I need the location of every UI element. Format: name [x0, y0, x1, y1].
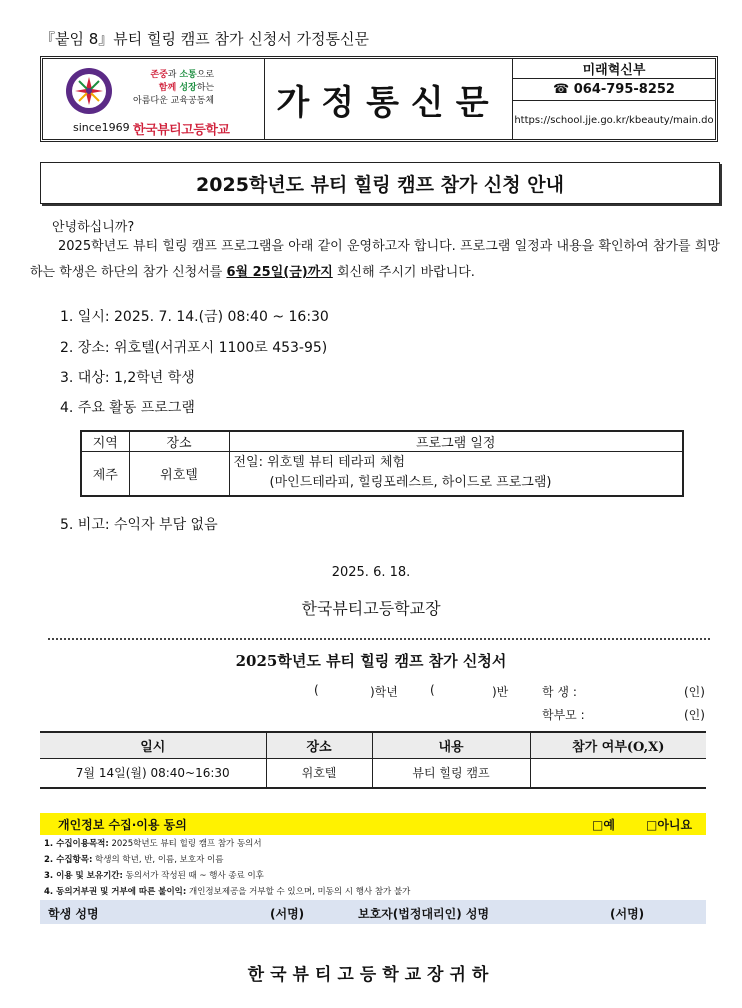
list-item: 1. 수집이용목적: 2025학년도 뷰티 힐링 캠프 참가 동의서 [44, 839, 262, 849]
list-item-program: 4. 주요 활동 프로그램 [60, 400, 195, 416]
student-label[interactable]: 학 생 : [542, 685, 577, 699]
newsletter-title-cell [265, 59, 513, 139]
newsletter-header [40, 56, 718, 142]
contact-block [513, 59, 715, 139]
app-cell-date: 7월 14일(월) 08:40~16:30 [40, 758, 266, 788]
list-item-date: 1. 일시: 2025. 7. 14.(금) 08:40 ~ 16:30 [60, 309, 329, 325]
app-cell-content: 뷰티 힐링 캠프 [372, 758, 530, 788]
deadline-text: 6월 25일(금)까지 [226, 265, 333, 280]
app-header-content: 내용 [372, 732, 530, 758]
table-row [40, 758, 706, 788]
school-url-link[interactable]: https://school.jje.go.kr/kbeauty/main.do [514, 114, 714, 126]
list-item-remarks: 5. 비고: 수익자 부담 없음 [60, 517, 218, 533]
participation-input[interactable] [530, 758, 706, 788]
class-open-paren: ( [430, 683, 435, 697]
consent-yes-checkbox[interactable]: □예 [592, 818, 615, 832]
school-motto: 존중과 소통으로 함께 성장하는 아름다운 교육공동체 [133, 70, 215, 106]
consent-title: 개인정보 수집·이용 동의 [58, 818, 187, 832]
signature-bar [40, 900, 706, 924]
form-title: 2025학년도 뷰티 힐링 캠프 참가 신청서 [235, 652, 507, 670]
schedule-cell: 전일: 위호텔 뷰티 테라피 체험 (마인드테라피, 힐링포레스트, 하이드로 프로그램) [229, 452, 683, 496]
intro-paragraph: 2025학년도 뷰티 힐링 캠프 프로그램을 아래 같이 운영하고자 합니다. 프로그램 일정과 내용을 확인하여 참가를 희망하는 학생은 하단의 참가 신청서를 6월 25일(금)까지 회신해 주시기 바랍니다. [30, 239, 720, 280]
program-table [80, 430, 684, 497]
parent-seal: (인) [684, 708, 705, 722]
attachment-label: 『붙임 8』뷰티 힐링 캠프 참가 신청서 가정통신문 [40, 30, 369, 48]
principal-name: 한국뷰티고등학교장 [301, 599, 441, 618]
app-header-date: 일시 [40, 732, 266, 758]
consent-no-checkbox[interactable]: □아니요 [646, 818, 693, 832]
student-signature[interactable]: (서명) [270, 907, 305, 921]
greeting: 안녕하십니까? [52, 220, 135, 235]
main-title-box [40, 162, 720, 204]
application-table [40, 731, 706, 789]
list-item-target: 3. 대상: 1,2학년 학생 [60, 370, 195, 386]
app-header-participation: 참가 여부(O,X) [530, 732, 706, 758]
school-logo-block [43, 59, 265, 139]
student-seal: (인) [684, 685, 705, 699]
since-label: since1969 [73, 121, 130, 134]
parent-label[interactable]: 학부모 : [542, 708, 585, 722]
department-name: 미래혁신부 [513, 59, 715, 79]
place-cell: 위호텔 [129, 452, 229, 496]
grade-label[interactable]: )학년 [370, 685, 398, 699]
school-emblem-icon [65, 67, 113, 115]
phone-number: ☎ 064-795-8252 [513, 79, 715, 101]
app-cell-place: 위호텔 [266, 758, 372, 788]
table-header-region: 지역 [81, 431, 129, 452]
table-header-place: 장소 [129, 431, 229, 452]
app-header-place: 장소 [266, 732, 372, 758]
consent-details [44, 836, 410, 900]
cut-line [48, 638, 710, 640]
list-item: 3. 이용 및 보유기간: 동의서가 작성된 때 ~ 행사 종료 이후 [44, 871, 264, 881]
footer-addressee: 한국뷰티고등학교장귀하 [247, 965, 495, 985]
table-row [81, 452, 683, 496]
list-item: 4. 동의거부권 및 거부에 따른 불이익: 개인정보제공을 거부할 수 있으며, 미동의 시 행사 참가 불가 [44, 887, 411, 897]
issue-date: 2025. 6. 18. [331, 565, 411, 580]
table-header-schedule: 프로그램 일정 [229, 431, 683, 452]
list-item: 2. 수집항목: 학생의 학년, 반, 이름, 보호자 이름 [44, 855, 224, 865]
guardian-signature[interactable]: (서명) [610, 907, 645, 921]
list-item-place: 2. 장소: 위호텔(서귀포시 1100로 453-95) [60, 340, 328, 356]
grade-open-paren: ( [314, 683, 319, 697]
region-cell: 제주 [81, 452, 129, 496]
class-label[interactable]: )반 [492, 685, 509, 699]
guardian-name-label[interactable]: 보호자(법정대리인) 성명 [358, 907, 490, 921]
newsletter-title: 가정통신문 [276, 82, 501, 123]
main-title: 2025학년도 뷰티 힐링 캠프 참가 신청 안내 [196, 173, 564, 196]
consent-header-bar [40, 813, 706, 835]
school-name: 한국뷰티고등학교 [133, 123, 230, 138]
student-name-label[interactable]: 학생 성명 [48, 907, 99, 921]
